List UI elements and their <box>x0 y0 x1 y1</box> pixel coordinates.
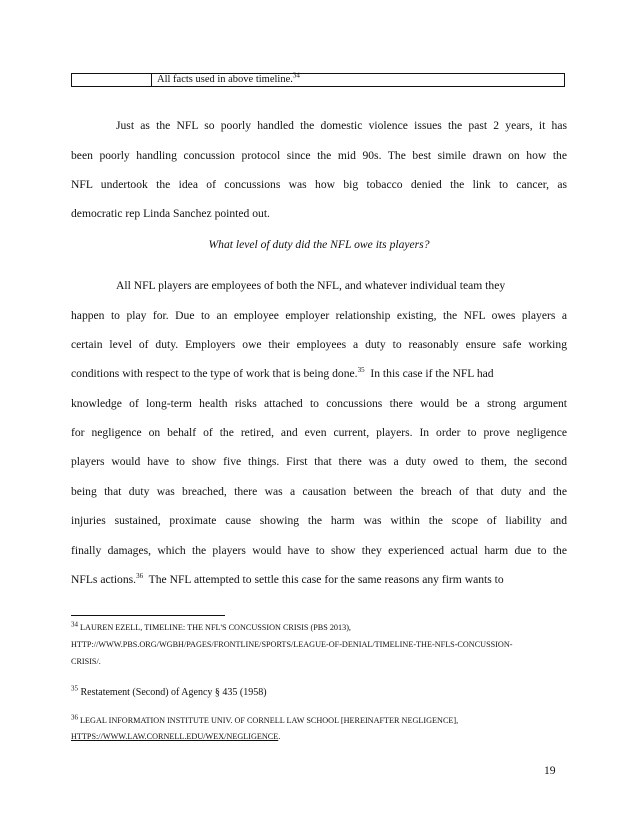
paragraph1-line-1: Just as the NFL so poorly handled the domestic violence issues the past 2 years, it has <box>116 119 567 132</box>
table-text: All facts used in above timeline. <box>157 74 293 85</box>
paragraph1-line-4: democratic rep Linda Sanchez pointed out. <box>71 207 270 220</box>
paragraph2-line-2: happen to play for. Due to an employee employer relationship existing, the NFL owes players a <box>71 309 567 322</box>
paragraph2-line-9: injuries sustained, proximate cause showing the harm was within the scope of liability and <box>71 514 567 527</box>
table-cell-empty <box>72 74 152 86</box>
page-number: 19 <box>544 764 556 777</box>
paragraph2-line-4 <box>71 367 567 381</box>
paragraph2-line-7: players would have to show five things. First that there was a duty owed to them, the second <box>71 455 567 468</box>
paragraph2-line-5: knowledge of long-term health risks attached to concussions there would be a strong argument <box>71 397 567 410</box>
paragraph2-line-3: certain level of duty. Employers owe their employees a duty to reasonably ensure safe working <box>71 338 567 351</box>
footnote-34-line-2: HTTP://WWW.PBS.ORG/WGBH/PAGES/FRONTLINE/SPORTS/LEAGUE-OF-DENIAL/TIMELINE-THE-NFLS-CONCUSSION- <box>71 640 513 649</box>
footnote-36-line-2 <box>71 731 567 742</box>
footnote-34-number: 34 <box>71 620 78 629</box>
footnote-36-link[interactable]: HTTPS://WWW.LAW.CORNELL.EDU/WEX/NEGLIGENCE <box>71 732 279 741</box>
paragraph1-line-3: NFL undertook the idea of concussions was how big tobacco denied the link to cancer, as <box>71 178 567 191</box>
paragraph2-line-1: All NFL players are employees of both the NFL, and whatever individual team they <box>116 279 506 292</box>
footnote-34-line-3: CRISIS/. <box>71 657 101 666</box>
footnote-ref-36: 36 <box>136 572 144 581</box>
footnote-separator <box>71 615 225 616</box>
paragraph2-line-8: being that duty was breached, there was a causation between the breach of that duty and the <box>71 485 567 498</box>
footnote-36-text: LEGAL INFORMATION INSTITUTE UNIV. OF CORNELL LAW SCHOOL [HEREINAFTER NEGLIGENCE], <box>80 716 459 725</box>
table-cell-text <box>152 71 564 86</box>
footnote-35 <box>71 684 567 698</box>
footnote-36-line-1 <box>71 715 567 726</box>
footnote-34-line-1 <box>71 622 567 633</box>
paragraph2-line-10: finally damages, which the players would have to show they experienced actual harm due to the <box>71 544 567 557</box>
footnote-36-number: 36 <box>71 713 78 722</box>
footnote-36-tail: . <box>278 732 281 741</box>
footnote-ref-35: 35 <box>357 366 365 375</box>
footnote-35-number: 35 <box>71 684 78 693</box>
paragraph2-line-4b: In this case if the NFL had <box>364 367 494 380</box>
paragraph1-line-2: been poorly handling concussion protocol since the mid 90s. The best simile drawn on how the <box>71 149 567 162</box>
timeline-table-row <box>71 73 565 87</box>
paragraph2-line-11b: The NFL attempted to settle this case for the same reasons any firm wants to <box>143 573 504 586</box>
paragraph2-line-11 <box>71 573 567 587</box>
footnote-35-text: Restatement (Second) of Agency § 435 (1958) <box>80 687 267 698</box>
footnote-ref-34: 34 <box>292 71 300 80</box>
section-heading: What level of duty did the NFL owe its players? <box>208 238 430 251</box>
footnote-34-text: LAUREN EZELL, TIMELINE: THE NFL'S CONCUSSION CRISIS (PBS 2013), <box>80 623 351 632</box>
paragraph2-line-11a: NFLs actions. <box>71 573 137 586</box>
paragraph2-line-6: for negligence on behalf of the retired, and even current, players. In order to prove negligence <box>71 426 567 439</box>
paragraph2-line-4a: conditions with respect to the type of work that is being done. <box>71 367 358 380</box>
